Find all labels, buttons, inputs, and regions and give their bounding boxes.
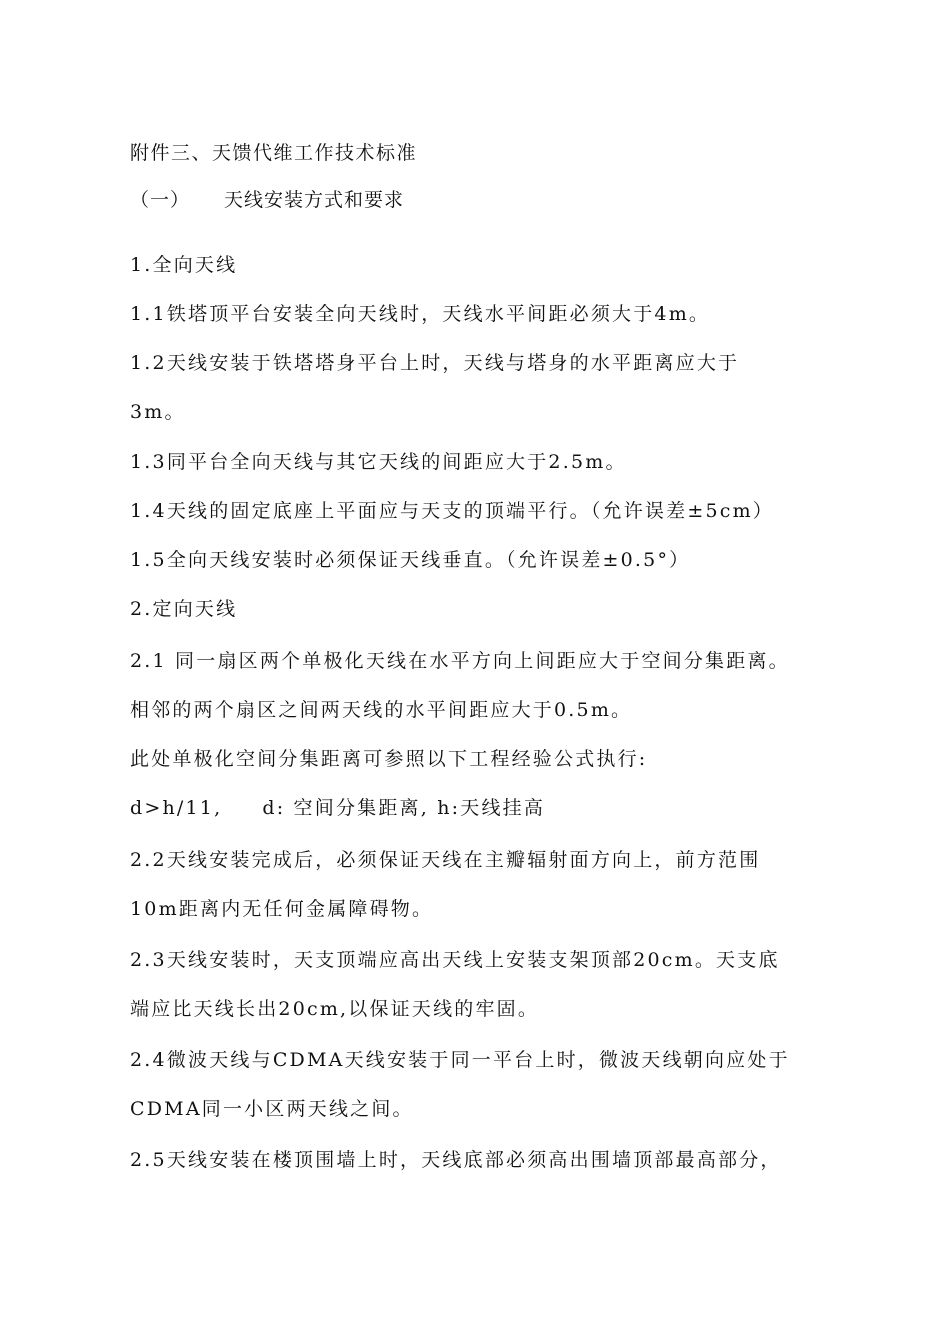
paragraph-line: 1.1铁塔顶平台安装全向天线时，天线水平间距必须大于4m。 [130,303,711,325]
document-title: 附件三、天馈代维工作技术标准 [130,142,418,164]
paragraph-line: 1.全向天线 [130,254,238,276]
paragraph-line: 2.1 同一扇区两个单极化天线在水平方向上间距应大于空间分集距离。 [130,650,790,672]
paragraph-line: 相邻的两个扇区之间两天线的水平间距应大于0.5m。 [130,699,633,721]
section-title: 天线安装方式和要求 [224,189,405,211]
section-number: （一） [130,189,191,211]
paragraph-line: 1.4天线的固定底座上平面应与天支的顶端平行。（允许误差±5cm） [130,500,774,522]
paragraph-line: 2.5天线安装在楼顶围墙上时，天线底部必须高出围墙顶部最高部分， [130,1149,782,1171]
paragraph-line: 10m距离内无任何金属障碍物。 [130,898,434,920]
paragraph-line: 3m。 [130,401,186,423]
paragraph-line: 2.定向天线 [130,598,238,620]
paragraph-line: 1.5全向天线安装时必须保证天线垂直。（允许误差±0.5°） [130,549,691,571]
paragraph-line: 2.2天线安装完成后，必须保证天线在主瓣辐射面方向上，前方范围 [130,849,761,871]
formula-legend: d: 空间分集距离, h:天线挂高 [262,797,546,819]
formula: d>h/11, [130,797,223,819]
paragraph-line: 1.3同平台全向天线与其它天线的间距应大于2.5m。 [130,451,627,473]
paragraph-line: 端应比天线长出20cm,以保证天线的牢固。 [130,998,540,1020]
paragraph-line: 2.4微波天线与CDMA天线安装于同一平台上时，微波天线朝向应处于 [130,1049,790,1071]
paragraph-line: 此处单极化空间分集距离可参照以下工程经验公式执行: [130,748,648,770]
formula-line [130,796,545,820]
paragraph-line: CDMA同一小区两天线之间。 [130,1098,414,1120]
paragraph-line: 2.3天线安装时，天支顶端应高出天线上安装支架顶部20cm。天支底 [130,949,780,971]
section-heading [130,188,404,212]
paragraph-line: 1.2天线安装于铁塔塔身平台上时，天线与塔身的水平距离应大于 [130,352,740,374]
